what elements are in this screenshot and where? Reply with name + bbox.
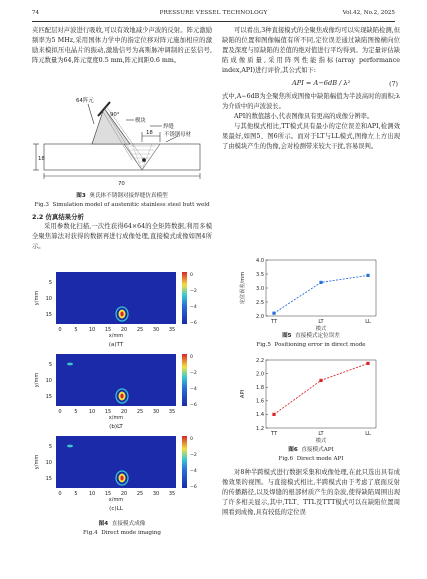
y-tick-label: 4.0 — [256, 257, 264, 264]
label-steel: 不锈钢母材 — [164, 132, 191, 138]
y-tick-label: 15 — [45, 476, 52, 482]
colorbar-tick: −6 — [190, 485, 197, 490]
x-tick-label: 30 — [152, 409, 160, 415]
fig3-captions — [32, 192, 212, 252]
plot-frame — [266, 260, 376, 316]
y-axis-label: 定位误差/mm — [240, 271, 246, 305]
x-axis-label: 模式 — [315, 438, 327, 444]
fig6-caption-en: Fig.6 Direct mode API — [278, 456, 344, 462]
data-point — [272, 413, 275, 416]
fig6-captions — [222, 446, 400, 464]
x-axis-label: x/mm — [108, 497, 124, 503]
x-tick-label: 5 — [74, 409, 78, 415]
running-header — [32, 10, 395, 20]
x-tick-label: 30 — [152, 327, 160, 333]
right-column-bottom — [222, 468, 400, 518]
y-axis-label: API — [240, 389, 246, 399]
x-tick-label: 35 — [168, 409, 176, 415]
fig4-caption-cn: 图4 直接模式成像 — [98, 521, 146, 527]
x-tick-label: LL — [365, 319, 371, 325]
colorbar-tick: −4 — [190, 387, 197, 392]
artifact-spot — [67, 445, 73, 448]
colorbar-tick: 0 — [190, 355, 193, 360]
left-column — [32, 26, 212, 66]
x-axis-label: x/mm — [108, 415, 124, 421]
data-point — [366, 362, 369, 365]
x-tick-label: 10 — [88, 327, 96, 333]
x-tick-label: 35 — [168, 327, 176, 333]
equation-number: (7) — [389, 81, 398, 88]
page-number: 74 — [32, 10, 40, 16]
left-para-2: 采用参数化扫描,一次性获得64×64的全矩阵数据,利用多模全聚焦算法对获得的数据再进行成像处理,直接模式成像如图4所示。 — [32, 223, 212, 250]
x-axis-label: x/mm — [108, 333, 124, 339]
header-rule — [32, 21, 395, 22]
defect-image-core — [120, 476, 123, 481]
colorbar-tick: 0 — [190, 437, 193, 442]
plot-frame — [266, 360, 376, 428]
defect — [142, 158, 145, 161]
y-tick-label: 15 — [45, 394, 52, 400]
fig5-caption-en: Fig.5 Positioning error in direct mode — [256, 342, 366, 348]
x-tick-label: 35 — [168, 491, 176, 497]
right-para-2: 式中,A−6dB为全聚焦所成图像中缺陷幅值为半波高时的面积;λ为介质中的声波波长。 — [222, 93, 400, 110]
x-tick-label: 20 — [120, 491, 128, 497]
fig4-caption-en: Fig.4 Direct mode imaging — [83, 530, 161, 536]
colorbar-tick: −2 — [190, 289, 197, 294]
y-tick-label: 2.2 — [256, 357, 264, 364]
colorbar-tick: −6 — [190, 321, 197, 326]
steel-plate — [44, 144, 200, 170]
label-angle: 90° — [110, 112, 120, 118]
colorbar — [182, 272, 187, 324]
left-para-1: 夹匹配层对声波进行吸收,可以有效地减少声波的反射。阵元激励频率为5 MHz,采用国体力学中的指定位移对阵元施加相应的激励来模拟压电晶片的振动,激励信号为高斯脉冲调制的正弦信号,阵元数量为64,阵元宽度0.5 mm,阵元间距0.6 mm。 — [32, 27, 212, 64]
fig3-caption-en: Fig.3 Simulation model of austenitic stainless steel butt weld — [34, 202, 210, 208]
fig4-imaging — [32, 268, 212, 518]
x-tick-label: 15 — [104, 409, 112, 415]
panel-caption: (b)LT — [109, 424, 123, 430]
fig5-caption-cn: 图5 直接模式定位误差 — [282, 333, 340, 339]
y-axis-label: y/mm — [34, 372, 40, 388]
y-tick-label: 2.0 — [256, 313, 264, 320]
x-tick-label: 25 — [136, 491, 144, 497]
colorbar — [182, 436, 187, 488]
defect-image-core — [120, 312, 123, 317]
x-tick-label: 0 — [58, 409, 62, 415]
x-tick-label: TT — [270, 319, 278, 325]
fig3-weld-model — [32, 90, 212, 190]
label-dim70: 70 — [118, 181, 125, 187]
y-tick-label: 1.2 — [256, 425, 264, 432]
x-tick-label: 5 — [74, 491, 78, 497]
x-tick-label: TT — [270, 431, 278, 437]
y-tick-label: 2.0 — [256, 371, 264, 378]
x-tick-label: 10 — [88, 491, 96, 497]
y-tick-label: 10 — [45, 296, 52, 302]
fig5-captions — [222, 332, 400, 350]
x-tick-label: 25 — [136, 409, 144, 415]
x-tick-label: LL — [365, 431, 371, 437]
colorbar-tick: −2 — [190, 453, 197, 458]
y-tick-label: 1.8 — [256, 385, 264, 391]
data-point — [319, 281, 322, 284]
right-para-1: 可以看出,3种直接模式的全聚焦成像均可以实现缺陷检测,但缺陷的位置和图像幅值有所不同,定位误差通过缺陷图像横向位置及深度与原缺陷的差值的绝对值进行平均得到。为定量评估缺陷成像质量,采用阵列性能指标(array performance index,API)进行评价,其公式如下: — [222, 27, 400, 74]
x-tick-label: 20 — [120, 327, 128, 333]
x-tick-label: 10 — [88, 409, 96, 415]
right-para-5: 对8种半跨模式进行数据采集和成像处理,在此只选出具有成像效果的视图。与直接模式相比,半跨模式由于考虑了底面反射的传播路径,以及焊缝的根部材质产生的杂波,使得缺陷周围出现了许多相关显示,其中,TLT、TTL及TTT模式可以在缺陷位置周围看到成像,具有较低的定位误 — [222, 469, 400, 516]
x-tick-label: 0 — [58, 327, 62, 333]
y-tick-label: 10 — [45, 460, 52, 466]
label-wedge: 楔块 — [135, 118, 146, 124]
x-tick-label: 20 — [120, 409, 128, 415]
colorbar-tick: −2 — [190, 371, 197, 376]
y-axis-label: y/mm — [34, 454, 40, 470]
x-tick-label: 5 — [74, 327, 78, 333]
x-tick-label: LT — [318, 319, 324, 325]
series-line — [274, 363, 368, 414]
y-axis-label: y/mm — [34, 290, 40, 306]
label-weld: 焊缝 — [163, 124, 174, 130]
y-tick-label: 3.5 — [256, 271, 264, 278]
data-point — [272, 312, 275, 315]
defect-image-core — [120, 394, 123, 399]
y-tick-label: 5 — [48, 444, 52, 450]
label-elements: 64阵元 — [76, 98, 94, 104]
fig5-chart — [236, 256, 386, 332]
volume-info: Vol.42, No.2, 2025 — [342, 10, 395, 16]
data-point — [366, 274, 369, 277]
x-tick-label: 30 — [152, 491, 160, 497]
colorbar — [182, 354, 187, 406]
y-tick-label: 2.5 — [256, 299, 264, 306]
x-tick-label: 0 — [58, 491, 62, 497]
x-tick-label: LT — [318, 431, 324, 437]
x-tick-label: 25 — [136, 327, 144, 333]
y-tick-label: 3.0 — [256, 285, 264, 292]
equation-7 — [222, 76, 400, 92]
colorbar-tick: −6 — [190, 403, 197, 408]
colorbar-tick: −4 — [190, 305, 197, 310]
colorbar-tick: −4 — [190, 469, 197, 474]
y-tick-label: 5 — [48, 362, 52, 368]
y-tick-label: 1.4 — [256, 412, 264, 419]
section-2-2: 2.2 仿真结果分析 — [32, 213, 84, 221]
x-tick-label: 15 — [104, 491, 112, 497]
panel-caption: (a)TT — [108, 342, 124, 348]
y-tick-label: 15 — [45, 312, 52, 318]
x-axis-label: 模式 — [315, 326, 327, 332]
artifact-spot — [67, 363, 73, 366]
fig4-captions — [32, 520, 212, 538]
right-column — [222, 26, 400, 152]
right-para-4: 与其他模式相比,TT模式具有最小的定位误差和API,检测效果最好,如图5、图6所示。而对于LT与LL模式,图像左上方出现了由模块产生的伪像,会对检测带来较大干扰,容易误判。 — [222, 123, 400, 150]
x-tick-label: 15 — [104, 327, 112, 333]
label-dim18b: 18 — [146, 130, 153, 136]
colorbar-tick: 0 — [190, 273, 193, 278]
data-point — [319, 379, 322, 382]
panel-caption: (c)LL — [109, 506, 123, 512]
y-tick-label: 1.6 — [256, 398, 264, 405]
right-para-3: API的数值越小,代表图像具有更高的成像分辨率。 — [234, 113, 374, 120]
label-dim18a: 18 — [38, 156, 45, 162]
fig6-caption-cn: 图6 直接模式API — [288, 447, 334, 453]
fig3-caption-cn: 图3 奥氏体不锈钢对接焊缝仿真模型 — [76, 193, 168, 199]
y-tick-label: 10 — [45, 378, 52, 384]
journal-name: PRESSURE VESSEL TECHNOLOGY — [159, 10, 268, 16]
fig6-chart — [236, 356, 386, 444]
equation-formula: API = A−6dB / λ² — [292, 79, 351, 87]
y-tick-label: 5 — [48, 280, 52, 286]
